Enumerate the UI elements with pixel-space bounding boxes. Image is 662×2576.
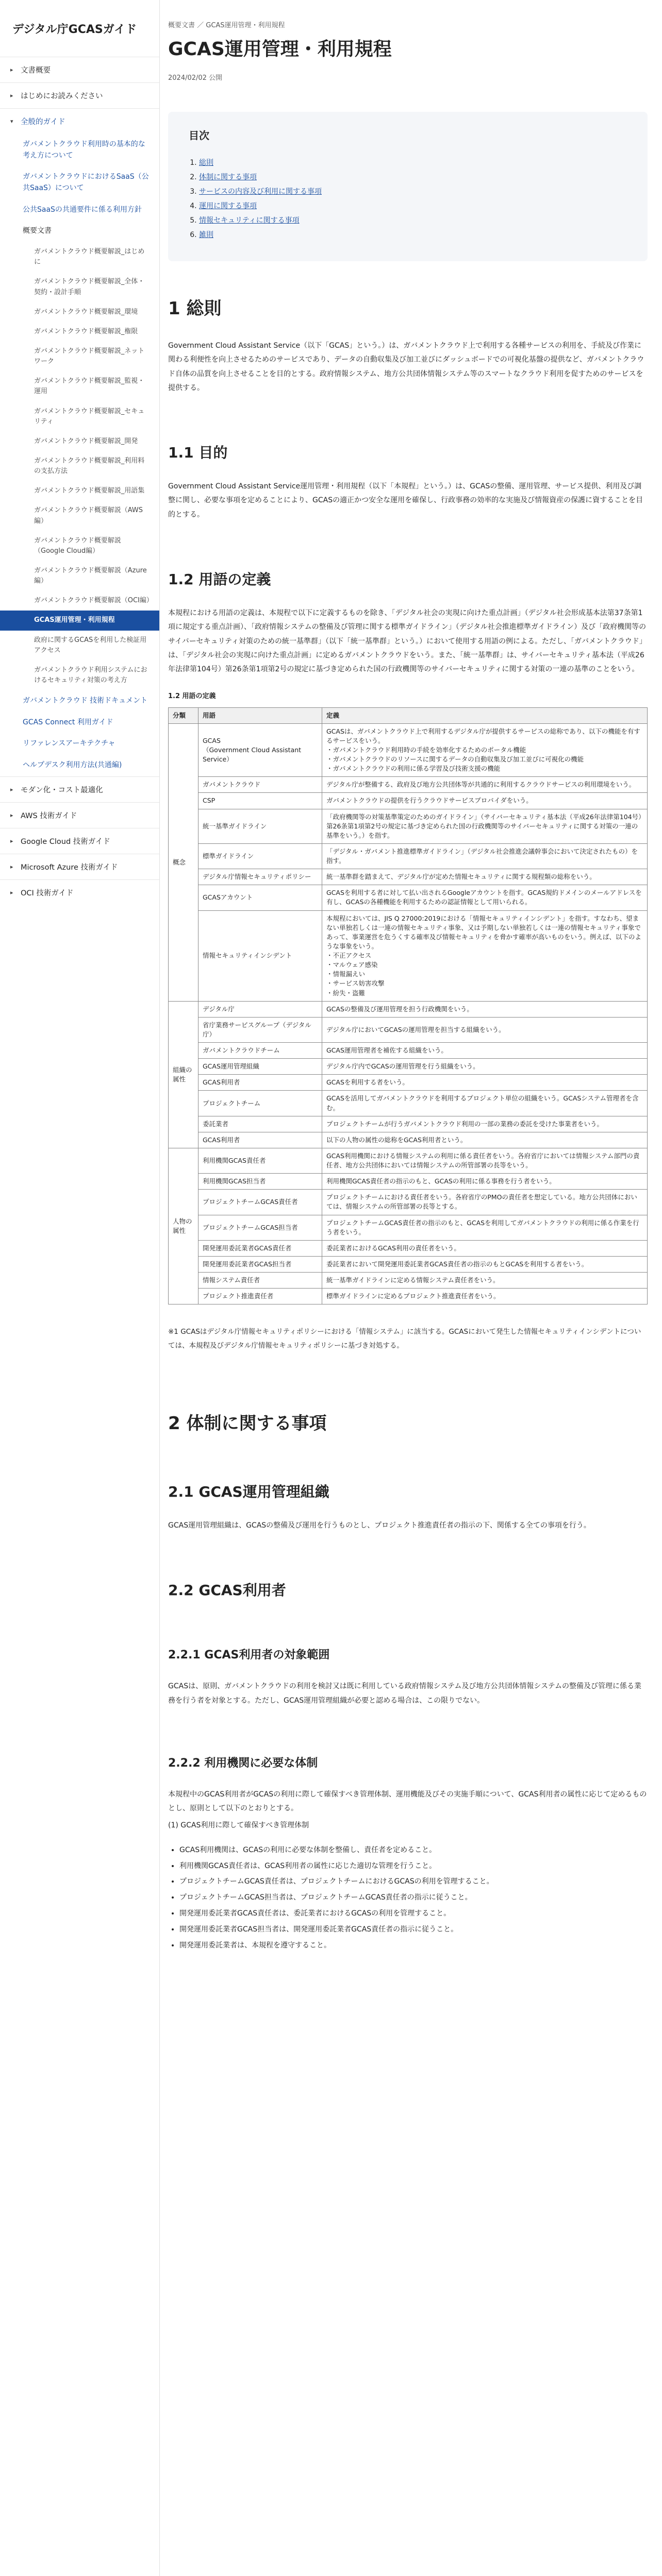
sidebar-item-label: OCI 技術ガイド xyxy=(21,889,74,897)
sidebar-item-read-first[interactable] xyxy=(0,82,159,108)
sidebar-subitem[interactable]: ガバメントクラウド利用時の基本的な考え方について xyxy=(23,140,145,160)
sidebar-subitem[interactable]: ガバメントクラウド 技術ドキュメント xyxy=(23,697,148,705)
sidebar-item-azure[interactable] xyxy=(0,854,159,879)
table-header-row xyxy=(169,707,648,723)
sidebar-item-google-cloud[interactable] xyxy=(0,828,159,854)
definition-cell: デジタル庁が整備する、政府及び地方公共団体等が共通的に利用するクラウドサービスの利用環境をいう。 xyxy=(322,777,648,793)
section-heading-1-1: 1.1 目的 xyxy=(168,444,228,462)
table-row xyxy=(169,1075,648,1091)
toc-link[interactable]: 総則 xyxy=(199,159,213,167)
term-cell: 開発運用委託業者GCAS担当者 xyxy=(198,1256,322,1272)
category-cell: 概念 xyxy=(169,723,198,1001)
page-title: GCAS運用管理・利用規程 xyxy=(168,39,392,60)
definition-cell: 委託業者において開発運用委託業者GCAS責任者の指示のもとGCASを利用する者をいう。 xyxy=(322,1256,648,1272)
table-row xyxy=(169,843,648,869)
definition-cell: 「政府機関等の対策基準策定のためのガイドライン」（サイバーセキュリティ基本法（平成26年法律第104号）第26条第1項第2号の規定に基づき定められた国の行政機関等のサイバーセキュリティに関する対策の一連の基準をいう。）を指す。 xyxy=(322,809,648,843)
sidebar-doc-item[interactable]: ガバメントクラウド概要解説_セキュリティ xyxy=(34,407,145,426)
term-cell: GCASアカウント xyxy=(198,885,322,910)
sidebar-subitem[interactable]: ガバメントクラウドにおけるSaaS（公共SaaS）について xyxy=(23,173,149,193)
list-item: • プロジェクトチームGCAS担当者は、プロジェクトチームGCAS責任者の指示に従うこと。 xyxy=(179,1890,648,1906)
list-item: • 開発運用委託業者は、本規程を遵守すること。 xyxy=(179,1938,648,1954)
definition-cell: 委託業者におけるGCAS利用の責任者をいう。 xyxy=(322,1240,648,1256)
publish-date: 2024/02/02 公開 xyxy=(168,74,223,82)
sidebar-doc-item[interactable]: ガバメントクラウド概要解説_監視・運用 xyxy=(34,377,145,396)
definition-cell: 利用機関GCAS責任者の指示のもと、GCASの利用に係る事務を行う者をいう。 xyxy=(322,1174,648,1190)
sidebar-item-oci[interactable] xyxy=(0,879,159,905)
toc-list xyxy=(189,156,627,242)
section-heading-2-2-2: 2.2.2 利用機関に必要な体制 xyxy=(168,1756,318,1770)
table-row xyxy=(169,723,648,777)
table-row xyxy=(169,1116,648,1132)
category-cell: 人物の属性 xyxy=(169,1148,198,1304)
table-row xyxy=(169,1059,648,1075)
section-1-body: Government Cloud Assistant Service（以下「GCAS」という。）は、ガバメントクラウド上で利用する各種サービスの利用を、手続及び作業に関わる利便性を向上させるためのサービスであり、データの自動収集及び加工並びにダッシュボードでの可視化基盤の提供など、ガバメントクラウド自体の品質を向上させることを目的とする。政府情報システム、地方公共団体情報システム等のスマートなクラウド利用を促すためのサービスを提供する。 xyxy=(168,342,644,392)
definition-cell: 標準ガイドラインに定めるプロジェクト推進責任者をいう。 xyxy=(322,1289,648,1304)
definition-cell: GCAS利用機関における情報システムの利用に係る責任者をいう。各府省庁においては情報システム部門の責任者、地方公共団体においては情報システムの所管部署の長等をいう。 xyxy=(322,1148,648,1173)
sidebar-doc-item[interactable]: ガバメントクラウド概要解説（OCI編） xyxy=(34,597,153,605)
definition-cell: 本規程においては、JIS Q 27000:2019における「情報セキュリティインシデント」を指す。すなわち、望まない単独若しくは一連の情報セキュリティ事象、又は予期しない単独若しくは一連の情報セキュリティ事象であって、事業運営を危うくする確率及び情報セキュリティを脅かす確率が高いものをいう。例えば、以下のような事象をいう。 ・不正アクセス ・マルウェア感染 ・情報漏えい ・サービス妨害攻撃 ・紛失・盗難 xyxy=(322,910,648,1001)
sidebar-doc-item[interactable]: 政府に関するGCASを利用した検証用アクセス xyxy=(34,636,147,654)
sidebar xyxy=(0,0,160,2576)
definition-cell: GCAS運用管理者を補佐する組織をいう。 xyxy=(322,1043,648,1059)
chevron-right-icon: ▸ xyxy=(10,837,13,844)
sidebar-nav xyxy=(0,57,159,905)
table-row xyxy=(169,1190,648,1215)
category-cell: 組織の属性 xyxy=(169,1001,198,1148)
table-of-contents xyxy=(168,112,648,261)
breadcrumb[interactable]: 概要文書 ／ GCAS運用管理・利用規程 xyxy=(168,22,285,29)
section-heading-2-2: 2.2 GCAS利用者 xyxy=(168,1582,286,1599)
definition-cell: 統一基準ガイドラインに定める情報システム責任者をいう。 xyxy=(322,1273,648,1289)
table-row xyxy=(169,777,648,793)
list-item: • GCAS利用機関は、GCASの利用に必要な体制を整備し、責任者を定めること。 xyxy=(179,1842,648,1858)
sidebar-doc-item[interactable]: ガバメントクラウド概要解説_利用料の支払方法 xyxy=(34,456,145,476)
table-row xyxy=(169,1132,648,1148)
requirements-list xyxy=(168,1842,648,1954)
definition-cell: プロジェクトチームが行うガバメントクラウド利用の一部の業務の委託を受けた事業者をいう。 xyxy=(322,1116,648,1132)
table-row xyxy=(169,910,648,1001)
term-cell: 情報システム責任者 xyxy=(198,1273,322,1289)
definition-cell: 「デジタル・ガバメント推進標準ガイドライン」（デジタル社会推進会議幹事会において決定されたもの）を指す。 xyxy=(322,843,648,869)
sidebar-doc-item[interactable]: ガバメントクラウド概要解説_はじめに xyxy=(34,248,145,266)
term-cell: ガバメントクラウド xyxy=(198,777,322,793)
list-item: • 開発運用委託業者GCAS担当者は、開発運用委託業者GCAS責任者の指示に従うこと。 xyxy=(179,1922,648,1938)
list-item: • 利用機関GCAS責任者は、GCAS利用者の属性に応じた適切な管理を行うこと。 xyxy=(179,1858,648,1874)
toc-title: 目次 xyxy=(189,129,209,142)
table-row xyxy=(169,1091,648,1116)
table-row xyxy=(169,1001,648,1017)
definition-cell: GCASを利用する者に対して払い出されるGoogleアカウントを指す。GCAS規約ドメインのメールアドレスを有し、GCASの各種機能を利用するための認証情報として用いられる。 xyxy=(322,885,648,910)
definition-cell: GCASは、ガバメントクラウド上で利用するデジタル庁が提供するサービスの総称であり、以下の機能を有するサービスをいう。 ・ガバメントクラウド利用時の手続を効率化するためのポータル機能 ・ガバメントクラウドのリソースに関するデータの自動収集及び加工並びに可視化の機能 ・ガバメントクラウドの利用に係る学習及び技術支援の機能 xyxy=(322,723,648,777)
column-header: 分類 xyxy=(169,707,198,723)
toc-item[interactable] xyxy=(199,228,627,242)
term-cell: 利用機関GCAS担当者 xyxy=(198,1174,322,1190)
section-heading-1-2: 1.2 用語の定義 xyxy=(168,571,271,588)
term-cell: 利用機関GCAS責任者 xyxy=(198,1148,322,1173)
term-cell: 省庁業務サービスグループ（デジタル庁） xyxy=(198,1017,322,1042)
table-row xyxy=(169,869,648,885)
section-1-1-body: Government Cloud Assistant Service運用管理・利用規程（以下「本規程」という。）は、GCASの整備、運用管理、サービス提供、利用及び調整に関し、必要な事項を定めることにより、GCASの適正かつ安全な運用を確保し、行政事務の効率的な実施及び情報資産の保護に資することを目的とする。 xyxy=(168,482,643,519)
sidebar-subitem[interactable]: リファレンスアーキテクチャ xyxy=(23,739,115,748)
section-heading-2-2-1: 2.2.1 GCAS利用者の対象範囲 xyxy=(168,1649,330,1662)
chevron-down-icon: ▾ xyxy=(10,118,13,125)
sidebar-item-label: モダン化・コスト最適化 xyxy=(21,786,103,794)
sidebar-doc-item[interactable]: ガバメントクラウド概要解説（Azure編） xyxy=(34,566,147,585)
term-cell: GCAS （Government Cloud Assistant Service） xyxy=(198,723,322,777)
table-row xyxy=(169,793,648,809)
definition-cell: 以下の人物の属性の総称をGCAS利用者という。 xyxy=(322,1132,648,1148)
section-2-2-2-body: 本規程中のGCAS利用者がGCASの利用に際して確保すべき管理体制、運用機能及びその実施手順について、GCAS利用者の属性に応じて定めるものとし、原則として以下のとおりとする。 xyxy=(168,1790,647,1813)
section-heading-2-1: 2.1 GCAS運用管理組織 xyxy=(168,1483,329,1500)
sidebar-item-aws[interactable] xyxy=(0,802,159,828)
main-content xyxy=(168,0,648,1953)
table-caption: 1.2 用語の定義 xyxy=(168,692,216,700)
sidebar-doc-item[interactable]: ガバメントクラウド概要解説_環境 xyxy=(34,308,138,316)
toc-link[interactable]: 運用に関する事項 xyxy=(199,202,257,210)
sidebar-item-label: 全般的ガイド xyxy=(21,118,65,126)
term-cell: 開発運用委託業者GCAS責任者 xyxy=(198,1240,322,1256)
definition-cell: GCASの整備及び運用管理を担う行政機関をいう。 xyxy=(322,1001,648,1017)
table-row xyxy=(169,1240,648,1256)
chevron-right-icon: ▸ xyxy=(10,66,13,73)
sidebar-item-label: AWS 技術ガイド xyxy=(21,811,77,820)
table-row xyxy=(169,885,648,910)
sidebar-doc-item[interactable]: ガバメントクラウド概要解説_権限 xyxy=(34,327,138,335)
definition-cell: デジタル庁内でGCASの運用管理を行う組織をいう。 xyxy=(322,1059,648,1075)
sidebar-doc-item[interactable]: ガバメントクラウド概要解説_全体・契約・設計手順 xyxy=(34,278,145,296)
section-2-1-body: GCAS運用管理組織は、GCASの整備及び運用を行うものとし、プロジェクト推進責任者の指示の下、関係する全ての事項を行う。 xyxy=(168,1521,591,1530)
sidebar-doc-item-current[interactable]: GCAS運用管理・利用規程 xyxy=(0,611,159,630)
toc-item[interactable] xyxy=(199,156,627,170)
toc-item[interactable] xyxy=(199,170,627,184)
sidebar-doc-item[interactable]: ガバメントクラウド概要解説_ネットワーク xyxy=(34,347,145,366)
site-title[interactable]: デジタル庁GCASガイド xyxy=(12,23,137,36)
column-header: 用語 xyxy=(198,707,322,723)
chevron-right-icon: ▸ xyxy=(10,863,13,870)
table-row xyxy=(169,1273,648,1289)
chevron-right-icon: ▸ xyxy=(10,786,13,793)
table-row xyxy=(169,1289,648,1304)
section-heading-2: 2 体制に関する事項 xyxy=(168,1413,327,1434)
definition-cell: 統一基準群を踏まえて、デジタル庁が定めた情報セキュリティに関する規程類の総称をいう。 xyxy=(322,869,648,885)
table-row xyxy=(169,1174,648,1190)
table-row xyxy=(169,1215,648,1240)
term-cell: GCAS運用管理組織 xyxy=(198,1059,322,1075)
sidebar-doc-item[interactable]: ガバメントクラウド概要解説（Google Cloud編） xyxy=(34,536,121,555)
definition-cell: プロジェクトチームにおける責任者をいう。各府省庁のPMOの責任者を想定している。地方公共団体においては、情報システムの所管部署の長等とする。 xyxy=(322,1190,648,1215)
definition-cell: GCASを活用してガバメントクラウドを利用するプロジェクト単位の組織をいう。GCASシステム管理者を含む。 xyxy=(322,1091,648,1116)
sidebar-item-modernization[interactable] xyxy=(0,776,159,802)
term-cell: CSP xyxy=(198,793,322,809)
sidebar-subitem-overview-docs[interactable]: 概要文書 xyxy=(23,227,52,235)
sidebar-item-general-guide[interactable] xyxy=(0,108,159,134)
term-cell: 統一基準ガイドライン xyxy=(198,809,322,843)
term-cell: プロジェクトチーム xyxy=(198,1091,322,1116)
sidebar-subitem[interactable]: 公共SaaSの共通要件に係る利用方針 xyxy=(23,205,142,214)
table-row xyxy=(169,1017,648,1042)
table-row xyxy=(169,1256,648,1272)
term-cell: プロジェクトチームGCAS責任者 xyxy=(198,1190,322,1215)
term-cell: 標準ガイドライン xyxy=(198,843,322,869)
definition-cell: プロジェクトチームGCAS責任者の指示のもと、GCASを利用してガバメントクラウドの利用に係る作業を行う者をいう。 xyxy=(322,1215,648,1240)
sidebar-subitem[interactable]: GCAS Connect 利用ガイド xyxy=(23,718,113,726)
term-cell: ガバメントクラウドチーム xyxy=(198,1043,322,1059)
definition-cell: デジタル庁においてGCASの運用管理を担当する組織をいう。 xyxy=(322,1017,648,1042)
toc-link[interactable]: 雑則 xyxy=(199,231,213,239)
term-cell: プロジェクトチームGCAS担当者 xyxy=(198,1215,322,1240)
sidebar-item-label: Microsoft Azure 技術ガイド xyxy=(21,863,118,872)
sidebar-subitem[interactable]: ヘルプデスク利用方法(共通編) xyxy=(23,761,122,770)
toc-link[interactable]: 情報セキュリティに関する事項 xyxy=(199,216,300,225)
sidebar-item-overview[interactable] xyxy=(0,57,159,82)
sidebar-doc-item[interactable]: ガバメントクラウド概要解説_開発 xyxy=(34,437,138,445)
sidebar-doc-item[interactable]: ガバメントクラウド利用システムにおけるセキュリティ対策の考え方 xyxy=(34,666,147,684)
sidebar-item-label: Google Cloud 技術ガイド xyxy=(21,837,110,846)
section-heading-1: 1 総則 xyxy=(168,298,222,319)
table-row xyxy=(169,809,648,843)
list-item: • 開発運用委託業者GCAS責任者は、委託業者におけるGCASの利用を管理すること。 xyxy=(179,1906,648,1922)
table-note: ※1 GCASはデジタル庁情報セキュリティポリシーにおける「情報システム」に該当する。GCASにおいて発生した情報セキュリティインシデントについては、本規程及びデジタル庁情報セキュリティポリシーに基づき対処する。 xyxy=(168,1328,641,1350)
sidebar-item-label: はじめにお読みください xyxy=(21,92,103,100)
table-row xyxy=(169,1043,648,1059)
term-cell: プロジェクト推進責任者 xyxy=(198,1289,322,1304)
chevron-right-icon: ▸ xyxy=(10,811,13,819)
toc-item[interactable] xyxy=(199,199,627,213)
term-cell: デジタル庁 xyxy=(198,1001,322,1017)
sidebar-doc-item[interactable]: ガバメントクラウド概要解説_用語集 xyxy=(34,487,145,495)
section-2-2-1-body: GCASは、原則、ガバメントクラウドの利用を検討又は既に利用している政府情報システム及び地方公共団体情報システムの整備及び管理に係る業務を行う者を対象とする。ただし、GCAS運用管理組織が必要と認める場合は、この限りでない。 xyxy=(168,1682,642,1705)
definitions-table xyxy=(168,707,648,1305)
term-cell: 情報セキュリティインシデント xyxy=(198,910,322,1001)
chevron-right-icon: ▸ xyxy=(10,92,13,99)
term-cell: デジタル庁情報セキュリティポリシー xyxy=(198,869,322,885)
column-header: 定義 xyxy=(322,707,648,723)
term-cell: 委託業者 xyxy=(198,1116,322,1132)
toc-link[interactable]: サービスの内容及び利用に関する事項 xyxy=(199,188,322,196)
section-2-2-2-caption: (1) GCAS利用に際して確保すべき管理体制 xyxy=(168,1821,309,1830)
section-1-2-body: 本規程における用語の定義は、本規程で以下に定義するものを除き、「デジタル社会の実現に向けた重点計画」（デジタル社会形成基本法第37条第1項に規定する重点計画）、「政府情報システムの整備及び管理に関する標準ガイドライン」（デジタル社会推進標準ガイドライン）及び「政府機関等のサイバーセキュリティ対策のための統一基準群」（以下「統一基準群」という。）において使用する用語の例による。ただし、「ガバメントクラウド」は、「デジタル社会の実現に向けた重点計画」に定めるガバメントクラウドをいう。また、「統一基準群」は、サイバーセキュリティ基本法（平成26年法律第104号）第26条第1項第2号の規定に基づき定められた国の行政機関等のサイバーセキュリティに関する対策の一連の基準のことをいう。 xyxy=(168,609,647,674)
definition-cell: ガバメントクラウドの提供を行うクラウドサービスプロバイダをいう。 xyxy=(322,793,648,809)
table-row xyxy=(169,1148,648,1173)
sidebar-item-label: 文書概要 xyxy=(21,66,51,75)
chevron-right-icon: ▸ xyxy=(10,889,13,896)
toc-item[interactable] xyxy=(199,184,627,199)
list-item: • プロジェクトチームGCAS責任者は、プロジェクトチームにおけるGCASの利用を管理すること。 xyxy=(179,1874,648,1890)
term-cell: GCAS利用者 xyxy=(198,1075,322,1091)
term-cell: GCAS利用者 xyxy=(198,1132,322,1148)
definition-cell: GCASを利用する者をいう。 xyxy=(322,1075,648,1091)
toc-link[interactable]: 体制に関する事項 xyxy=(199,173,257,181)
table-body xyxy=(169,723,648,1304)
toc-item[interactable] xyxy=(199,213,627,228)
sidebar-doc-item[interactable]: ガバメントクラウド概要解説（AWS編） xyxy=(34,506,143,525)
